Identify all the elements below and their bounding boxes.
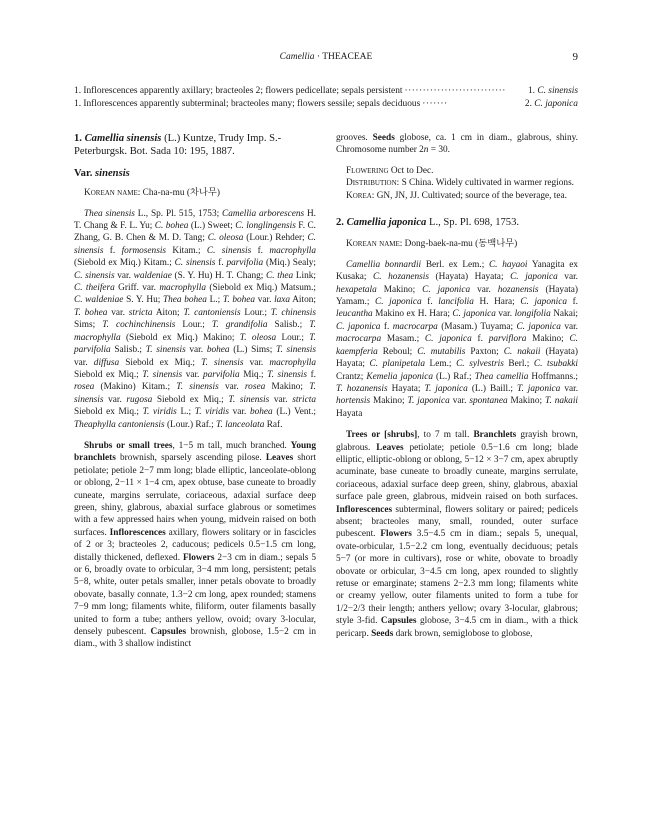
italic-run: Thea bohea <box>162 295 207 306</box>
italic-run: T. sinensis <box>276 345 317 356</box>
text-run: (Siebold ex Miq.) Kitam.; <box>74 258 175 269</box>
text-run: Hoffmanns.; <box>528 371 578 382</box>
italic-run: spontanea <box>469 396 508 407</box>
italic-run: C. planipetala <box>369 359 425 370</box>
korean-name-japonica <box>336 238 578 250</box>
text-run: Makino ex H. Hara; <box>372 309 453 320</box>
distribution-label: Distribution <box>346 178 397 189</box>
text-run: Raf. <box>264 419 283 430</box>
text-run: var. <box>228 407 250 418</box>
italic-run: T. bohea <box>74 307 108 318</box>
korean-name-label: Korean name <box>346 239 400 250</box>
species-authority: L., Sp. Pl. 698, 1753. <box>426 217 520 229</box>
text-run: Reboul; <box>377 346 418 357</box>
text-run: Siebold ex Miq.; <box>152 394 229 405</box>
text-run: Hayata; <box>387 383 425 394</box>
korean-name-label: Korean name <box>84 188 138 199</box>
key-result <box>525 98 578 111</box>
text-run: var. <box>103 394 127 405</box>
text-run: Makino; <box>370 396 408 407</box>
italic-run: C. sinensis <box>206 245 252 256</box>
text-run: Makino; <box>507 396 545 407</box>
text-run: (Lour.) Raf.; <box>164 419 217 430</box>
text-run: (Hayata) Yamam.; <box>336 284 578 308</box>
text-run: f. <box>471 334 489 345</box>
species-name: Camellia japonica <box>346 217 427 229</box>
text-run: grooves. <box>336 133 373 143</box>
italic-run: C. tsubakki <box>533 359 579 370</box>
italic-run: leucantha <box>336 309 373 320</box>
italic-run: lancifolia <box>438 297 474 308</box>
text-run: Sims; <box>74 320 103 331</box>
text-run: f. <box>307 369 316 380</box>
text-run: , to 7 m tall. <box>417 430 474 441</box>
italic-run: Thea camellia <box>474 371 529 382</box>
text-run: S. Y. Hu; <box>123 295 163 306</box>
italic-run: C. longlingensis <box>235 221 296 232</box>
text-run: (L.) Vent.; <box>272 407 317 418</box>
korea-occurrence <box>336 190 578 202</box>
variety-label: Var. <box>74 167 96 179</box>
italic-run: C. hayaoi <box>488 259 528 270</box>
italic-run: Camellia bonnardii <box>346 259 422 270</box>
description-continuation <box>336 132 578 157</box>
text-run: petiolate; petiole 0.5−1.6 cm long; blade elliptic, elliptic-oblong or oblong, 5−12 × 3−7 cm, apex abruptly acuminate, base cuneate to broadly cuneate, margins serrulate, coriaceous, adaxial surface deep green, shiny, glabrous, abaxial surface pale green, glabrous, midvein raised on both surfaces. <box>336 442 578 503</box>
text-run: f. <box>567 297 579 308</box>
variety-heading <box>74 168 316 180</box>
text-run: Salisb.; <box>267 320 310 331</box>
text-run: (L.) Baill.; <box>467 383 517 394</box>
flowering-period <box>336 165 578 177</box>
header-genus: Camellia <box>279 52 315 62</box>
italic-run: n <box>423 145 429 156</box>
text-run: (Masam.) Tuyama; <box>437 321 517 332</box>
text-run: var. <box>255 295 275 306</box>
italic-run: T. sinensis <box>176 382 219 393</box>
bold-run: Flowers <box>182 552 215 563</box>
text-run: dark brown, semiglobose to globose, <box>393 628 533 639</box>
text-run: axillary, flowers solitary or in fascicles of 2 or 3; bracteoles 2, caducous; pedicels 0.5−1.5 cm long, distally thickened, deflexed. <box>74 527 316 563</box>
text-run: f. <box>215 258 227 269</box>
italic-run: C. mutabilis <box>417 346 466 357</box>
text-run: (L.) Sims; <box>229 345 277 356</box>
text-run: var. <box>243 357 270 368</box>
text-run: var. <box>269 394 293 405</box>
bold-run: Capsules <box>380 616 417 627</box>
italic-run: Thea sinensis <box>84 208 135 219</box>
italic-run: C. sinensis <box>74 233 316 256</box>
korea-label: Korea <box>346 190 372 201</box>
text-run: Kitam.; <box>166 245 207 256</box>
italic-run: hortensis <box>336 396 371 407</box>
flowering-value: Oct to Dec. <box>388 165 434 176</box>
italic-run: T. parvifolia <box>74 332 317 356</box>
bold-run: Flowers <box>380 529 412 540</box>
italic-run: T. cochinchinensis <box>102 320 176 331</box>
italic-run: T. bohea <box>222 295 256 306</box>
italic-run: macrophylla <box>269 357 317 368</box>
text-run: (Siebold ex Miq.) Matsum.; <box>205 283 316 294</box>
italic-run: formosensis <box>121 245 167 256</box>
italic-run: hexapetala <box>336 284 377 295</box>
italic-run: waldeniae <box>133 270 172 281</box>
italic-run: C. hozanensis <box>373 272 429 283</box>
italic-run: Theaphylla cantoniensis <box>74 419 165 430</box>
text-run: var. <box>557 272 578 283</box>
text-run: L.; <box>176 407 195 418</box>
text-run: (Siebold ex Miq.) Makino; <box>120 332 240 343</box>
running-header <box>74 52 578 68</box>
italic-run: C. japonica <box>516 321 561 332</box>
italic-run: parviflora <box>488 334 527 345</box>
key-result-number: 1. <box>527 86 538 96</box>
korean-name-value: : Dong-baek-na-mu (동백나무) <box>399 239 518 250</box>
text-run: Berl. ex Lem.; <box>421 259 489 270</box>
text-run: , 1−5 m tall, much branched. <box>172 440 291 451</box>
identification-key <box>74 85 578 112</box>
text-run: Miq.; <box>239 369 268 380</box>
italic-run: stricta <box>292 394 316 405</box>
key-couplet-1 <box>74 85 578 98</box>
italic-run: longifolia <box>514 309 551 320</box>
key-result-taxon: C. japonica <box>534 99 578 110</box>
text-run: (Makino) Kitam.; <box>94 382 177 393</box>
species-number: 2. <box>336 217 347 229</box>
text-run: Aiton; <box>152 307 184 318</box>
korean-name-value: : Cha-na-mu (차나무) <box>137 188 220 199</box>
text-run: var. <box>495 309 515 320</box>
italic-run: C. nakaii <box>503 346 541 357</box>
italic-run: bohea <box>249 407 273 418</box>
italic-run: Kemelia japonica <box>366 371 433 382</box>
text-run: var. <box>107 307 129 318</box>
italic-run: C. kaempferia <box>336 334 578 357</box>
text-run: Lour.; <box>175 320 212 331</box>
species-authority: (L.) Kuntze, Trudy Imp. S.-Peterburgsk. Bot. Sada 10: 195, 1887. <box>74 133 282 158</box>
italic-run: hozanensis <box>497 284 539 295</box>
text-run: Lem.; <box>424 359 457 370</box>
italic-run: C. sylvestris <box>456 359 504 370</box>
korean-name-sinensis <box>74 187 316 199</box>
italic-run: C. bohea <box>154 221 189 232</box>
italic-run: T. grandifolia <box>211 320 268 331</box>
italic-run: T. oleosa <box>239 332 277 343</box>
text-run: Griff. var. <box>114 283 160 294</box>
text-run: Masam.; <box>381 334 425 345</box>
text-run: var. <box>560 321 579 332</box>
italic-run: macrophylla <box>159 283 206 294</box>
italic-run: T. sinensis <box>145 345 186 356</box>
bold-run: Inflorescences <box>109 527 166 538</box>
text-run: (L.) Sweet; <box>188 221 236 232</box>
key-result <box>528 85 578 98</box>
text-run: Siebold ex Miq.; <box>119 357 202 368</box>
text-run: globose, ca. 1 cm in diam., glabrous, shiny. Chromosome number 2 <box>336 133 578 156</box>
italic-run: C. japonica <box>520 297 567 308</box>
left-column <box>74 132 316 651</box>
text-run: Siebold ex Miq.; <box>74 407 143 418</box>
italic-run: T. japonica <box>407 396 450 407</box>
right-column <box>336 132 578 640</box>
key-result-taxon: C. sinensis <box>537 86 578 96</box>
text-run: var. <box>449 396 470 407</box>
italic-run: T. hozanensis <box>336 383 388 394</box>
text-run: Berl.; <box>503 359 534 370</box>
italic-run: T. sinensis <box>74 382 317 405</box>
text-run: Paxton; <box>465 346 504 357</box>
italic-run: C. sinensis <box>74 270 115 281</box>
text-run: short petiolate; petiole 2−7 mm long; blade elliptic, lanceolate-oblong or oblong, 2−11 × 1−4 cm, apex obtuse, base cuneate to broadly cuneate, margins serrulate, coriaceous, adaxial surface deep green, shiny, glabrous, abaxial surface glabrous or sometimes with a few appressed hairs when young, midvein raised on both surfaces. <box>74 453 316 538</box>
text-run: var. <box>560 383 579 394</box>
italic-run: C. thea <box>266 270 294 281</box>
italic-run: T. viridis <box>142 407 177 418</box>
italic-run: T. sinensis <box>201 357 244 368</box>
bold-run: Leaves <box>265 453 294 464</box>
text-run: (Hayata) Hayata; <box>336 346 578 370</box>
italic-run: rosea <box>244 382 266 393</box>
bold-run: Seeds <box>371 628 394 639</box>
text-run: = 30. <box>428 145 450 156</box>
italic-run: rosea <box>74 382 95 393</box>
text-run: Lour.; <box>240 307 271 318</box>
description-sinensis <box>74 440 316 651</box>
italic-run: T. japonica <box>424 383 468 394</box>
italic-run: T. chinensis <box>270 307 316 318</box>
key-leader-dots: ······· <box>422 99 448 110</box>
text-run: Makino; <box>526 334 570 345</box>
key-lead-text: 1. Inflorescences apparently axillary; bracteoles 2; flowers pedicellate; sepals persistent <box>74 86 403 96</box>
species-number: 1. <box>74 133 85 144</box>
italic-run: C. oleosa <box>207 233 244 244</box>
text-run: grayish brown, glabrous. <box>336 430 578 453</box>
text-run: brownish, sparsely ascending pilose. <box>115 453 266 464</box>
bold-run: Shrubs or small trees <box>84 440 173 451</box>
text-run: L., Sp. Pl. 515, 1753; <box>134 208 223 219</box>
description-japonica <box>336 429 578 640</box>
italic-run: T. viridis <box>194 407 229 418</box>
italic-run: diffusa <box>93 357 120 368</box>
text-run: var. <box>470 284 498 295</box>
italic-run: C. japonica <box>375 297 422 308</box>
italic-run: T. sinensis <box>228 394 270 405</box>
text-run: H. Hara; <box>473 297 521 308</box>
text-run: Siebold ex Miq.; <box>74 369 143 380</box>
italic-run: Camellia arborescens <box>222 208 305 219</box>
text-run: H. T. Chang & F. L. Yu; <box>74 208 316 232</box>
italic-run: parvifolia <box>226 258 264 269</box>
text-run: Link; <box>293 270 316 281</box>
italic-run: macrocarpa <box>392 321 438 332</box>
distribution-value: : S China. Widely cultivated in warmer regions. <box>396 178 575 189</box>
text-run: Salisb.; <box>110 345 146 356</box>
italic-run: parvifolia <box>202 369 240 380</box>
text-run: (Miq.) Sealy; <box>263 258 317 269</box>
header-separator: · <box>314 52 323 62</box>
italic-run: C. japonica <box>422 284 471 295</box>
text-run: var. <box>218 382 245 393</box>
text-run: 3.5−4.5 cm in diam.; sepals 5, unequal, ovate-orbicular, 1.5−2.2 cm long, eventually deciduous; petals 5−7 (or more in cultivars), rose or white, obovate to broadly obovate or orbicular, 3−4.5 cm long, apex rounded to slightly retuse or emarginate; stamens 2−2.3 mm long; filaments white or creamy yellow, outer filaments united to form a tube for 1/2−2/3 their length; anthers yellow; ovary 3-locular, glabrous; style 3-fid. <box>336 529 578 627</box>
text-run: Yanagita ex Kusaka; <box>336 259 578 283</box>
italic-run: T. cantoniensis <box>183 307 241 318</box>
italic-run: T. nakaii <box>545 396 578 407</box>
text-run: (Lour.) Rehder; <box>243 233 308 244</box>
italic-run: C. waldeniae <box>74 295 124 306</box>
text-run: Hayata <box>336 408 363 419</box>
text-run: Crantz; <box>336 371 367 382</box>
text-run: (L.) Raf.; <box>433 371 475 382</box>
text-run: Nakai; <box>550 309 578 320</box>
species-heading-sinensis <box>74 132 316 159</box>
text-run: subterminal, flowers solitary or paired; pedicels absent; bracteoles many, small, rounded, outer surface pubescent. <box>336 504 578 540</box>
text-run: 2−3 cm in diam.; sepals 5 or 6, broadly ovate to orbicular, 3−4 mm long, persistent; petals 5−8, white, outer petals smaller, inner petals obovate to broadly obovate, basally connate, 1.3−2 cm long, apex rounded; stamens 7−9 mm long; filaments white, filiform, outer filaments basally united to form a tube; anthers yellow, ovoid; ovary 3-locular, densely pubescent. <box>74 552 316 638</box>
text-run: f. <box>103 245 122 256</box>
synonymy-japonica <box>336 259 578 420</box>
bold-run: Leaves <box>376 442 404 453</box>
italic-run: stricta <box>128 307 153 318</box>
text-run: f. <box>251 245 270 256</box>
text-run: f. <box>380 321 393 332</box>
text-run: (S. Y. Hu) H. T. Chang; <box>171 270 267 281</box>
text-run: var. <box>185 345 207 356</box>
italic-run: T. japonica <box>517 383 561 394</box>
italic-run: C. japonica <box>424 334 472 345</box>
text-run: Lour.; <box>276 332 310 343</box>
species-heading-japonica <box>336 216 578 229</box>
text-run: var. <box>114 270 134 281</box>
italic-run: laxa <box>274 295 291 306</box>
key-couplet-2 <box>74 98 578 111</box>
synonymy-sinensis <box>74 208 316 431</box>
key-lead-text: 1. Inflorescences apparently subterminal; bracteoles many; flowers sessile; sepals deciduous <box>74 99 421 110</box>
running-title <box>74 52 578 62</box>
italic-run: bohea <box>206 345 230 356</box>
text-run: Makino; <box>265 382 310 393</box>
text-run: globose, 3−4.5 cm in diam., with a thick pericarp. <box>336 616 578 639</box>
italic-run: rugosa <box>126 394 153 405</box>
page-number: 9 <box>572 51 578 63</box>
text-run: Makino; <box>376 284 423 295</box>
italic-run: T. macrophylla <box>74 320 317 343</box>
italic-run: T. lanceolata <box>216 419 265 430</box>
italic-run: macrocarpa <box>336 334 382 345</box>
italic-run: macrophylla <box>269 245 317 256</box>
bold-run: Capsules <box>150 627 187 638</box>
distribution <box>336 177 578 189</box>
text-run: Aiton; <box>290 295 316 306</box>
header-family: THEACEAE <box>322 52 373 62</box>
variety-name: sinensis <box>95 167 130 179</box>
key-result-number: 2. <box>524 99 535 110</box>
text-run: F. C. Zhang, G. B. Chen & M. D. Tang; <box>74 221 316 244</box>
italic-run: T. sinensis <box>142 369 183 380</box>
species-name: Camellia sinensis <box>84 133 162 144</box>
italic-run: C. japonica <box>336 321 381 332</box>
text-run: var. <box>74 357 94 368</box>
bold-run: Inflorescences <box>336 504 393 515</box>
bold-run: Young branchlets <box>74 440 316 464</box>
italic-run: C. japonica <box>452 309 496 320</box>
bold-run: Trees or [shrubs] <box>346 430 418 441</box>
key-leader-dots: ···························· <box>404 86 506 96</box>
text-run: L.; <box>206 295 223 306</box>
bold-run: Seeds <box>372 133 395 143</box>
bold-run: Branchlets <box>473 430 517 441</box>
text-run: var. <box>182 369 203 380</box>
text-run: (Hayata) Hayata; <box>428 272 511 283</box>
italic-run: C. sinensis <box>174 258 216 269</box>
italic-run: T. sinensis <box>267 369 307 380</box>
text-run: brownish, globose, 1.5−2 cm in diam., with 3 shallow indistinct <box>74 627 316 650</box>
flowering-label: Flowering <box>346 165 389 176</box>
italic-run: C. japonica <box>510 272 558 283</box>
korea-value: : GN, JN, JJ. Cultivated; source of the beverage, tea. <box>371 190 567 201</box>
italic-run: C. theifera <box>74 283 115 294</box>
text-run: f. <box>421 297 439 308</box>
